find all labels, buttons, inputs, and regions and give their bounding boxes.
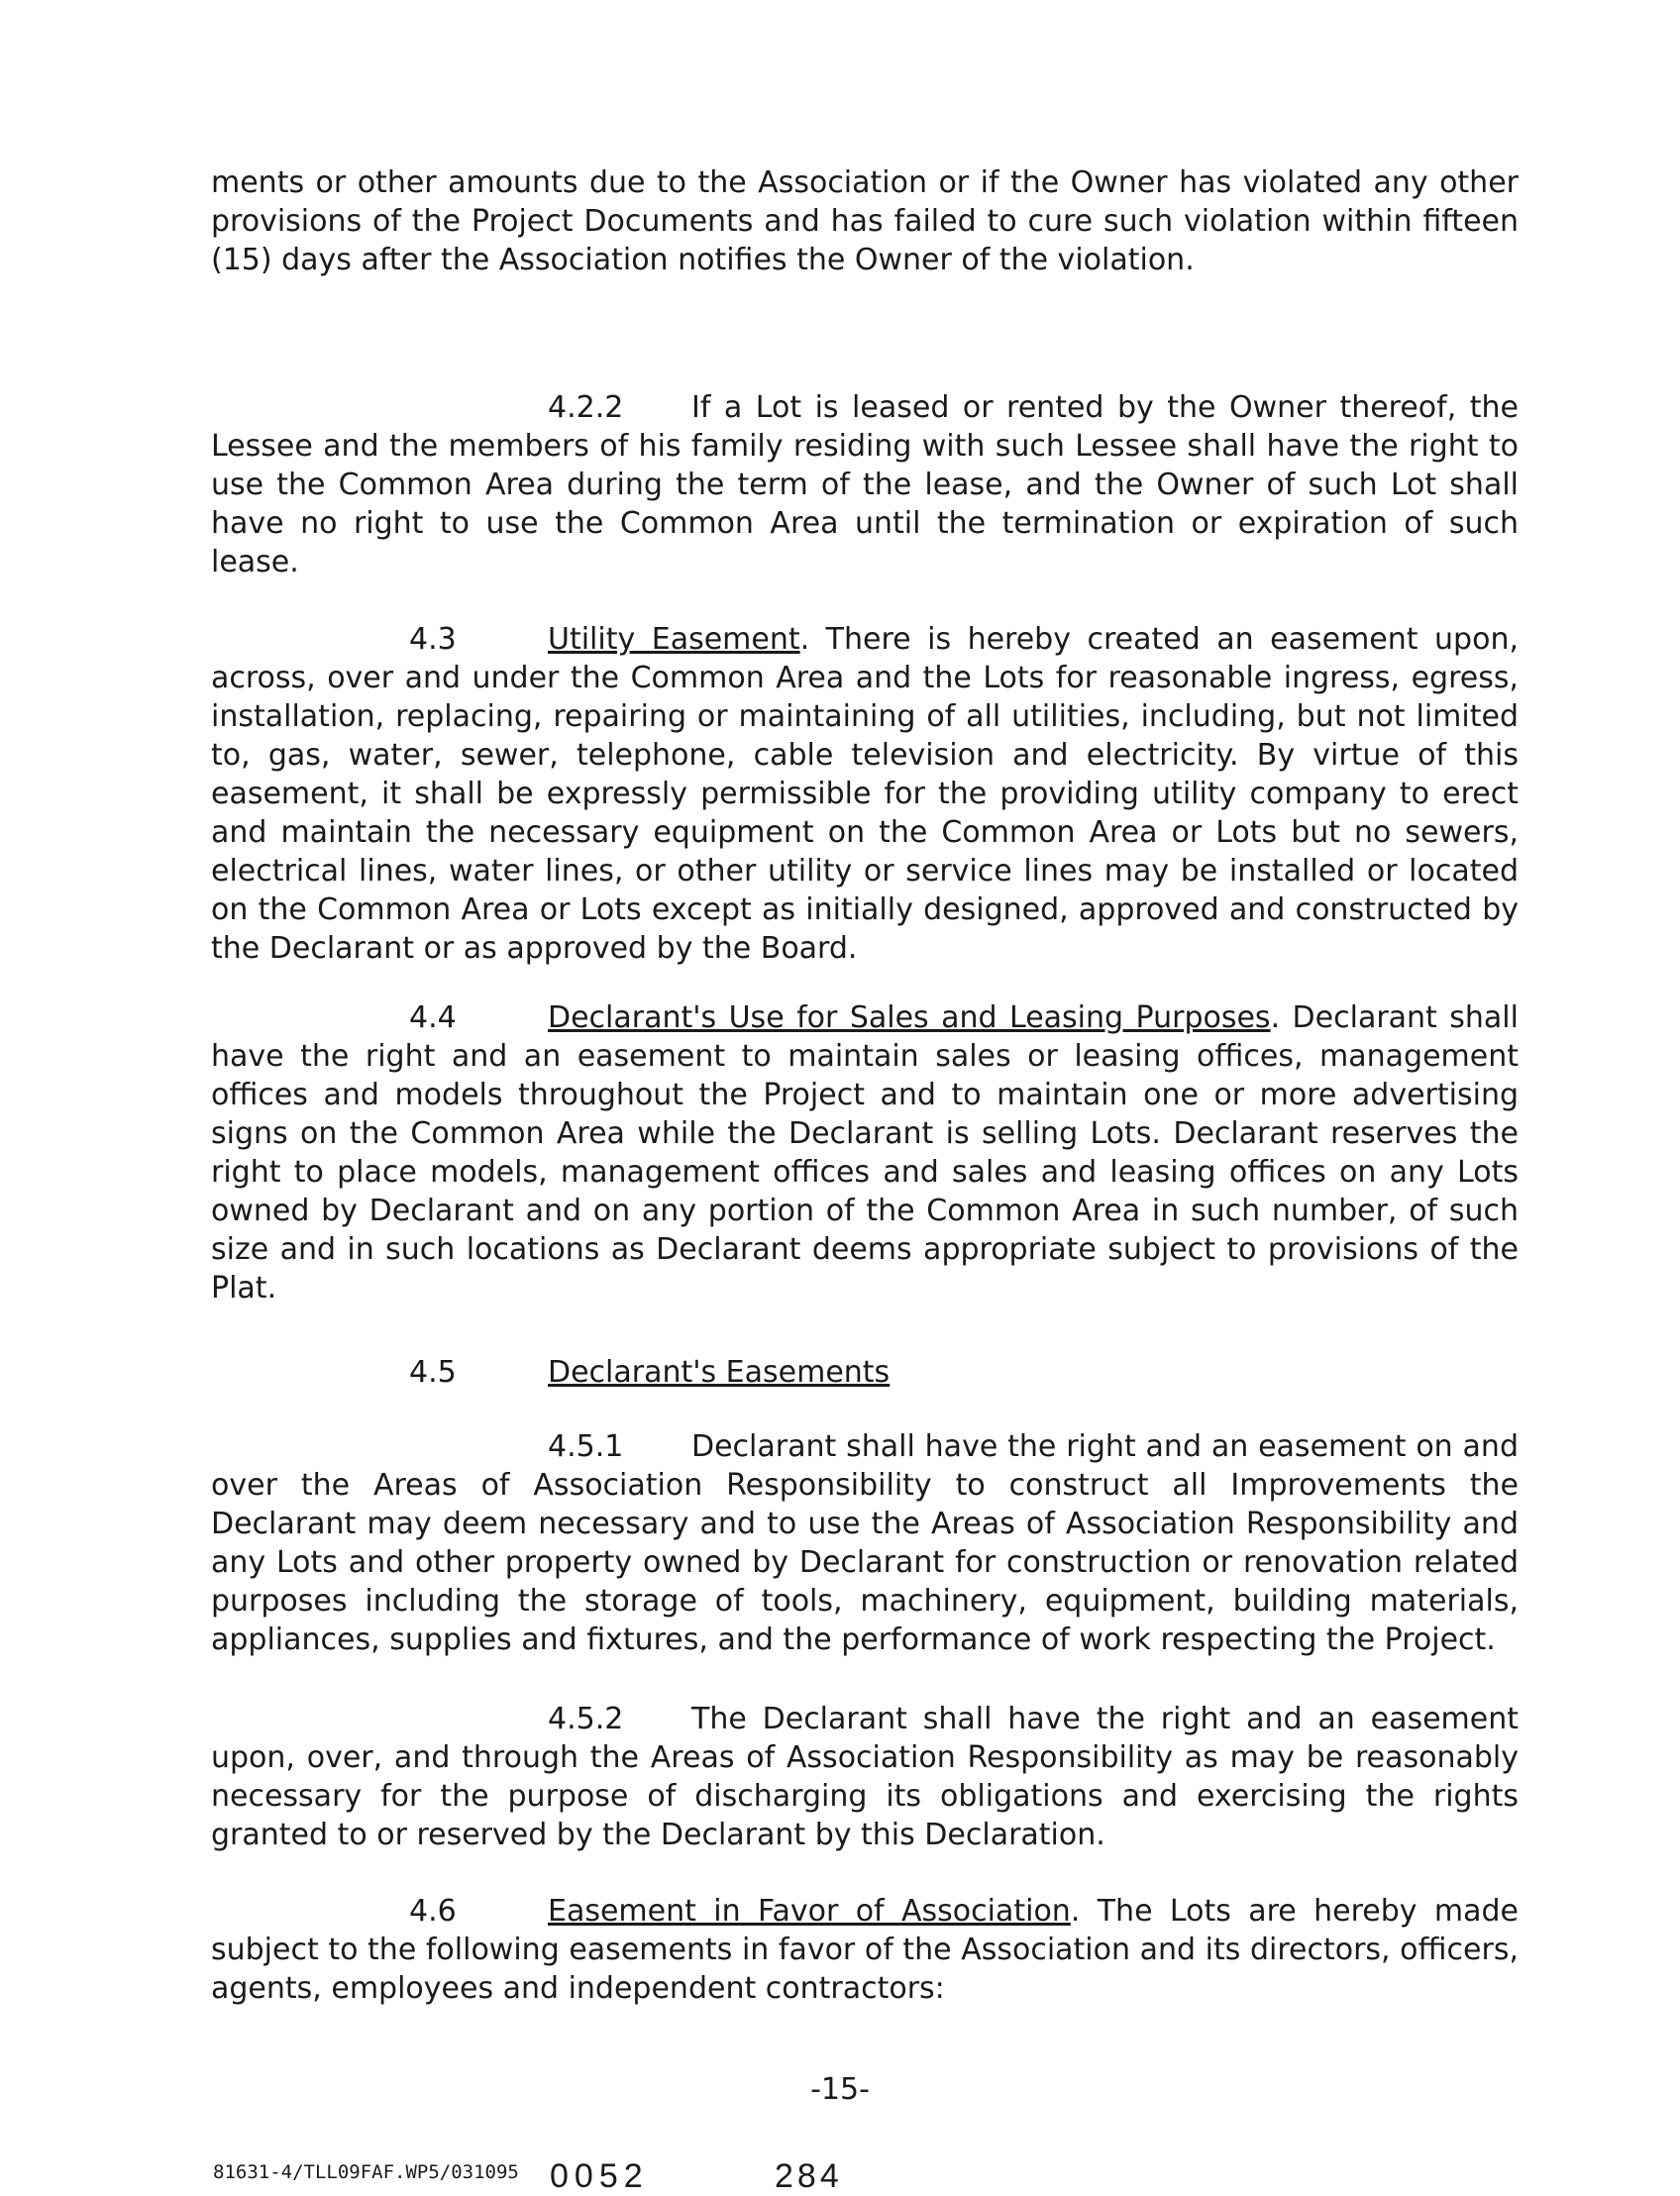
paragraph-text: . There is hereby created an easement upon, across, over and under the Common Area and the Lots for reasonable ingress, egress, installation, replacing, repairing or maintaining of all utilities, including, but not limited to, gas, water, sewer, telephone, cable television and electricity. By virtue of this easement, it shall be expressly permissible for the providing utility company to erect and maintain the necessary equipment on the Common Area or Lots but no sewers, electrical lines, water lines, or other utility or service lines may be installed or located on the Common Area or Lots except as initially designed, approved and constructed by the Declarant or as approved by the Board. (211, 622, 1519, 966)
paragraph-4-2-2 (211, 388, 1519, 581)
paragraph-continuation (211, 163, 1519, 279)
paragraph-text: ments or other amounts due to the Association or if the Owner has violated any other provisions of the Project Documents and has failed to cure such violation within fifteen (15) days after the Association notifies the Owner of the violation. (211, 165, 1519, 277)
paragraph-text: The Declarant shall have the right and an easement upon, over, and through the Areas of Association Responsibility as may be reasonably necessary for the purpose of discharging its obligations and exercising the rights granted to or reserved by the Declarant by this Declaration. (211, 1702, 1519, 1852)
paragraph-4-5 (211, 1353, 1519, 1392)
paragraph-4-5-1 (211, 1427, 1519, 1659)
section-heading: Utility Easement (548, 622, 800, 657)
section-number: 4.4 (409, 1000, 457, 1035)
section-heading: Declarant's Easements (548, 1355, 891, 1390)
section-heading: Easement in Favor of Association (548, 1894, 1071, 1929)
recording-stamp: 0052 (550, 2157, 649, 2195)
page-number: -15- (810, 2072, 870, 2107)
section-number: 4.6 (409, 1894, 457, 1929)
section-number: 4.2.2 (548, 390, 624, 425)
file-code: 81631-4/TLL09FAF.WP5/031095 (213, 2161, 519, 2183)
section-number: 4.5.2 (548, 1702, 624, 1736)
paragraph-4-6 (211, 1892, 1519, 2008)
recording-stamp-page: 284 (775, 2157, 843, 2195)
section-number: 4.5 (409, 1355, 457, 1390)
section-number: 4.5.1 (548, 1429, 624, 1464)
paragraph-text: . Declarant shall have the right and an easement to maintain sales or leasing offices, management offices and models throughout the Project and to maintain one or more advertising signs on the Common Area while the Declarant is selling Lots. Declarant reserves the right to place models, management offices and sales and leasing offices on any Lots owned by Declarant and on any portion of the Common Area in such number, of such size and in such locations as Declarant deems appropriate subject to provisions of the Plat. (211, 1000, 1519, 1306)
paragraph-4-3 (211, 620, 1519, 968)
section-heading: Declarant's Use for Sales and Leasing Purposes (548, 1000, 1271, 1035)
paragraph-4-5-2 (211, 1700, 1519, 1854)
section-number: 4.3 (409, 622, 457, 657)
paragraph-text: . The Lots are hereby made subject to the following easements in favor of the Association and its directors, officers, agents, employees and independent contractors: (211, 1894, 1519, 2006)
paragraph-text: If a Lot is leased or rented by the Owner thereof, the Lessee and the members of his family residing with such Lessee shall have the right to use the Common Area during the term of the lease, and the Owner of such Lot shall have no right to use the Common Area until the termination or expiration of such lease. (211, 390, 1519, 579)
paragraph-text: Declarant shall have the right and an easement on and over the Areas of Association Responsibility to construct all Improvements the Declarant may deem necessary and to use the Areas of Association Responsibility and any Lots and other property owned by Declarant for construction or renovation related purposes including the storage of tools, machinery, equipment, building materials, appliances, supplies and fixtures, and the performance of work respecting the Project. (211, 1429, 1519, 1657)
paragraph-4-4 (211, 998, 1519, 1307)
